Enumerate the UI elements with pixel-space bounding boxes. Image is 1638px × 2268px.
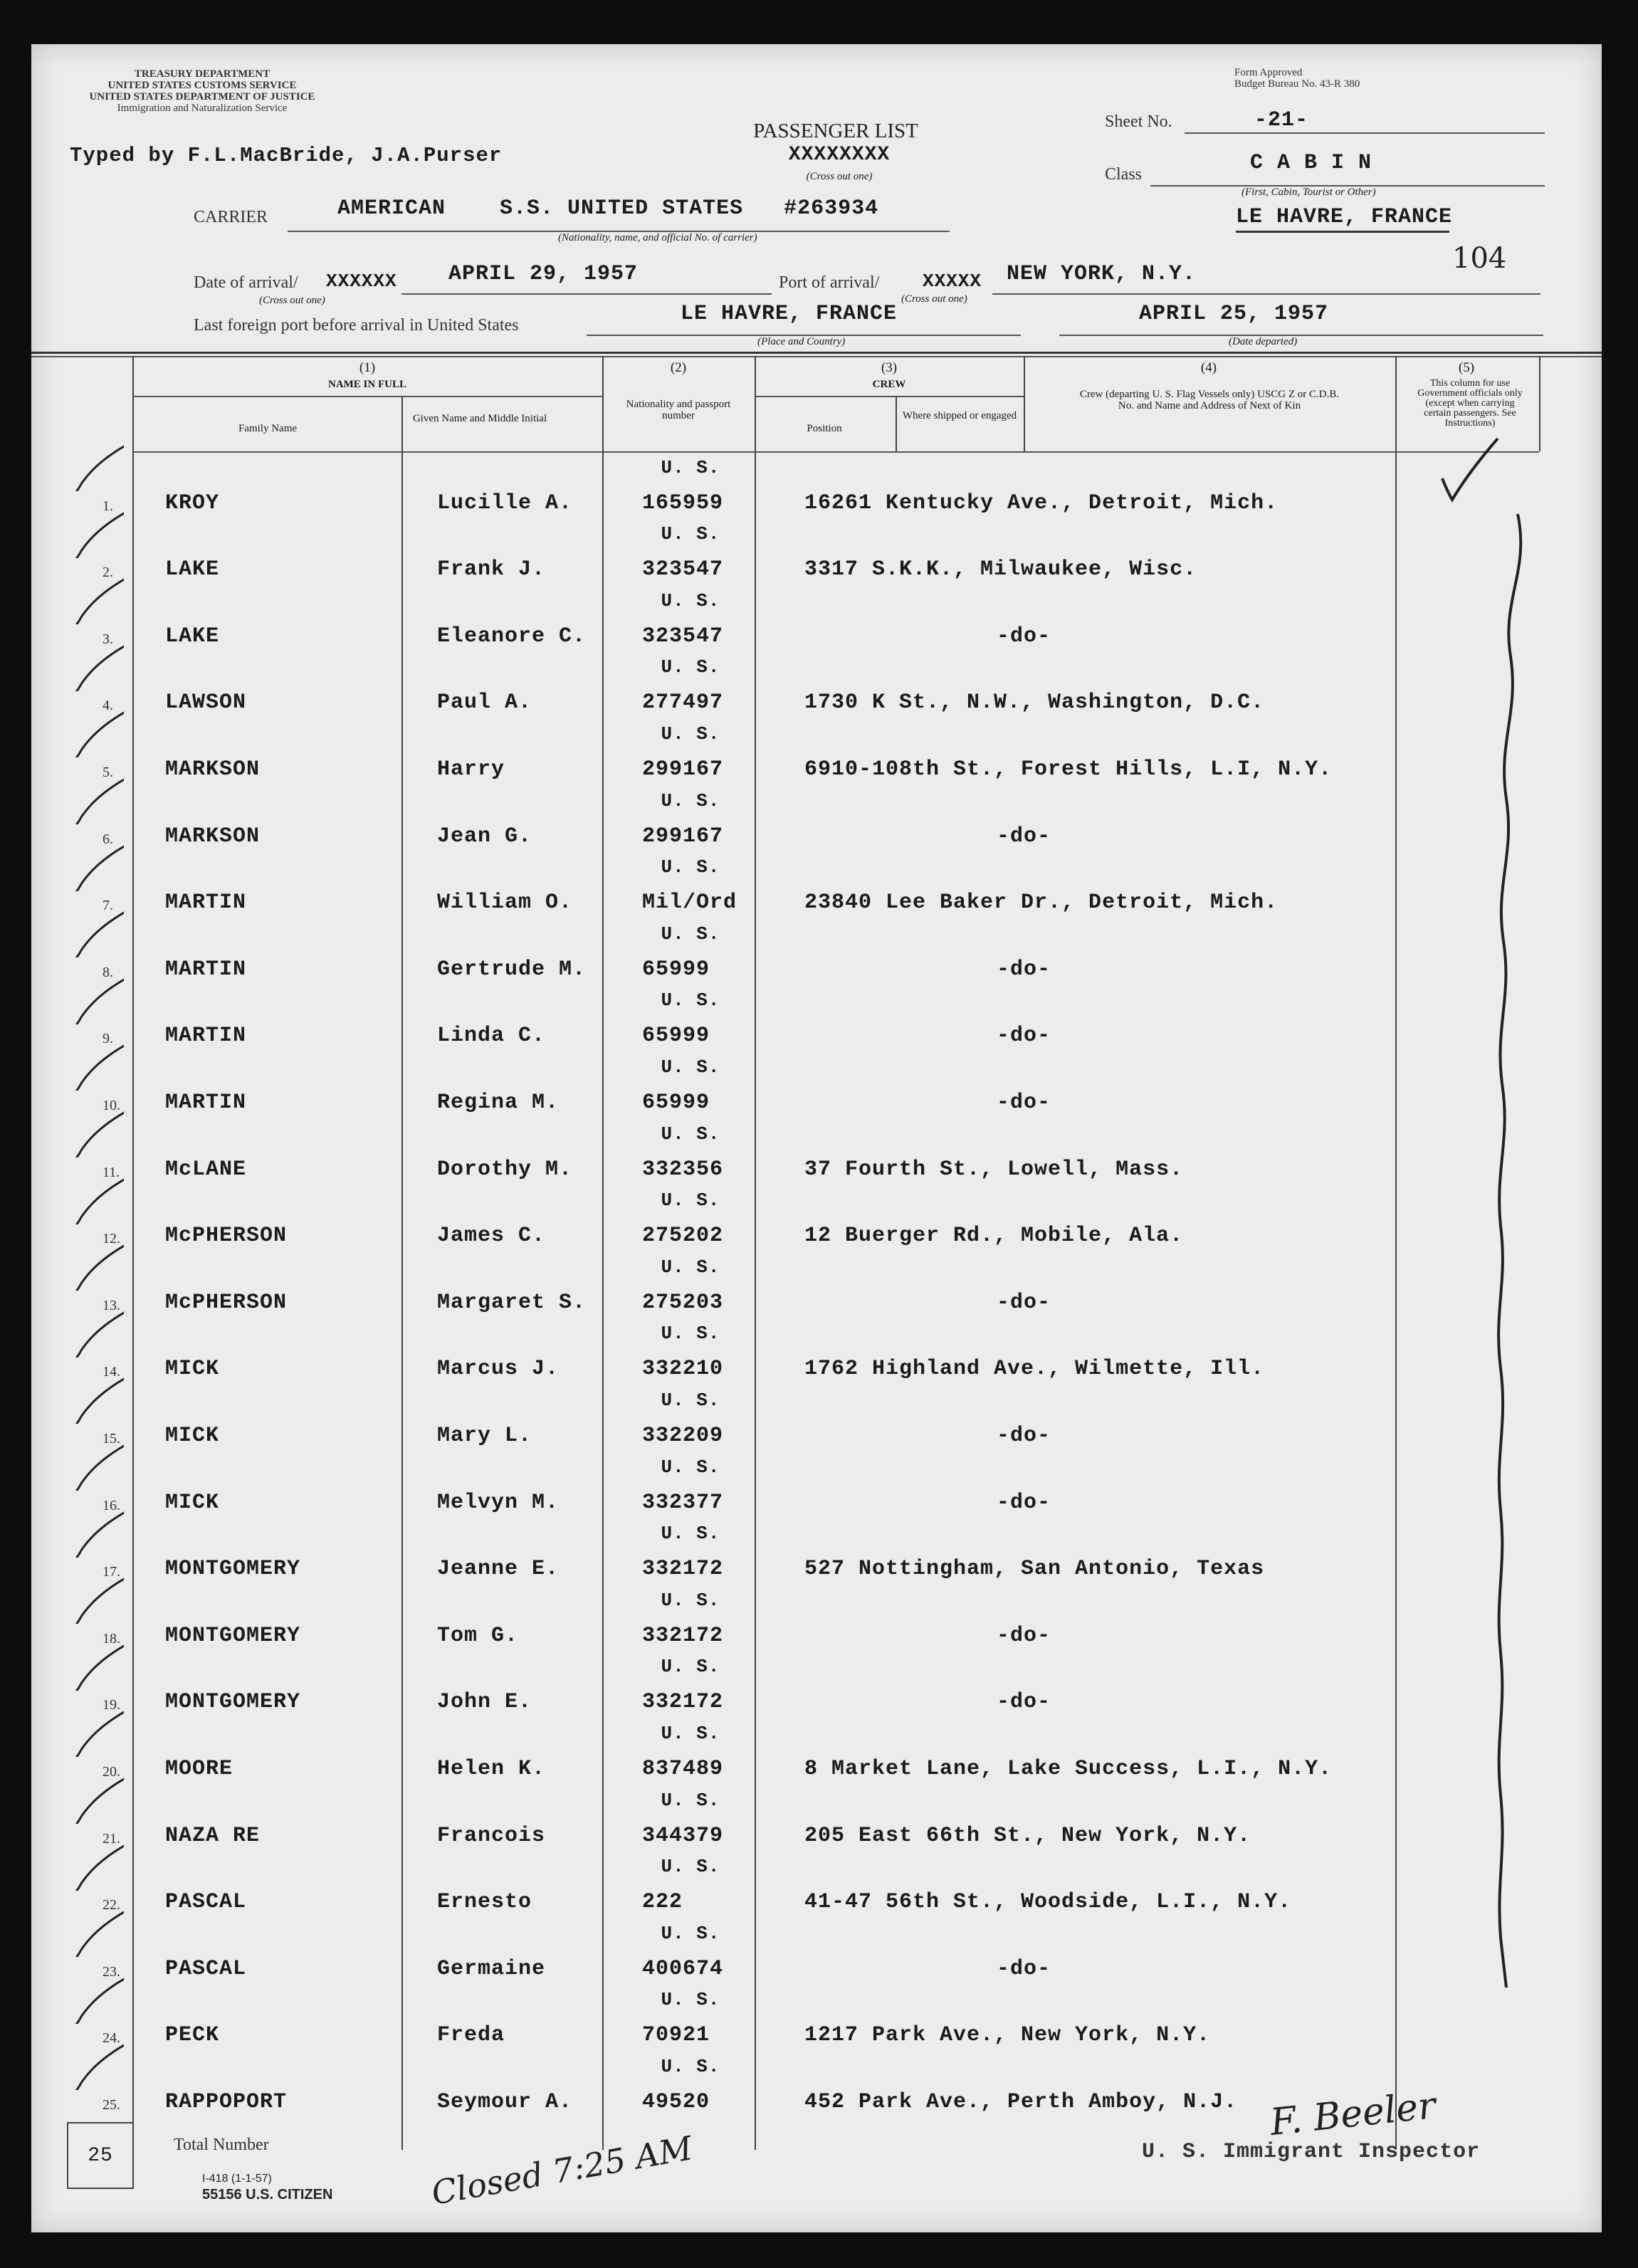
class-value: C A B I N — [1250, 151, 1372, 175]
address: -do- — [997, 1024, 1051, 1049]
address: 3317 S.K.K., Milwaukee, Wisc. — [804, 557, 1197, 582]
passport-number: 299167 — [642, 824, 724, 849]
row-check-mark — [46, 975, 124, 1024]
row-check-mark — [46, 1641, 124, 1691]
family-name: MOORE — [165, 1756, 233, 1781]
family-name: LAWSON — [165, 691, 247, 715]
row-check-mark — [46, 1907, 124, 1957]
row-number: 3. — [103, 631, 113, 647]
row-number: 20. — [103, 1763, 120, 1780]
table-row — [31, 789, 1602, 856]
table-row — [31, 922, 1602, 989]
row-number: 6. — [103, 831, 113, 847]
nationality: U. S. — [661, 1056, 720, 1078]
nationality: U. S. — [661, 1589, 720, 1611]
family-name: MARKSON — [165, 824, 261, 849]
given-name: Margaret S. — [437, 1290, 587, 1315]
sheet-number: -21- — [1254, 108, 1309, 132]
date-arrival-label: Date of arrival/ — [194, 273, 298, 292]
family-name: McPHERSON — [165, 1224, 288, 1249]
agency-block — [38, 68, 366, 114]
last-port-label: Last foreign port before arrival in United States — [194, 316, 519, 335]
given-name: Francois — [437, 1823, 546, 1848]
given-name: James C. — [437, 1224, 546, 1249]
table-row — [31, 989, 1602, 1056]
col2-title: Nationality and passport number — [626, 399, 731, 421]
address: 1762 Highland Ave., Wilmette, Ill. — [804, 1357, 1265, 1382]
row-number: 12. — [103, 1231, 120, 1247]
row-check-mark — [46, 574, 124, 624]
col5-title: This column for use Government officials only (except when carrying certain passengers. See Instructions) — [1417, 378, 1523, 429]
col4-title: Crew (departing U. S. Flag Vessels only) USCG Z or C.D.B. No. and Name and Address of Next of Kin — [1079, 389, 1340, 411]
given-name: Frank J. — [437, 557, 546, 582]
address: 16261 Kentucky Ave., Detroit, Mich. — [804, 490, 1279, 515]
row-number: 14. — [103, 1364, 120, 1380]
row-number: 19. — [103, 1697, 120, 1713]
date-arrival-value: APRIL 29, 1957 — [448, 262, 639, 286]
family-name: MARTIN — [165, 1090, 247, 1115]
family-name: MARTIN — [165, 957, 247, 982]
nationality: U. S. — [661, 1456, 720, 1478]
address: -do- — [997, 824, 1051, 849]
address: 527 Nottingham, San Antonio, Texas — [804, 1557, 1265, 1582]
row-number: 4. — [103, 698, 113, 714]
passport-number: 837489 — [642, 1756, 724, 1781]
family-name: MARKSON — [165, 757, 261, 782]
passport-number: 323547 — [642, 557, 724, 582]
address: 452 Park Ave., Perth Amboy, N.J. — [804, 2089, 1238, 2114]
family-name: PASCAL — [165, 1956, 247, 1981]
family-name: NAZA RE — [165, 1823, 261, 1848]
family-name: LAKE — [165, 624, 220, 649]
agency-line: Immigration and Naturalization Service — [117, 103, 288, 114]
family-name-header: Family Name — [238, 423, 298, 434]
nationality: U. S. — [661, 589, 720, 611]
list-title-struck: XXXXXXXX — [788, 144, 891, 166]
row-number: 1. — [103, 498, 113, 514]
form-number: I-418 (1-1-57) — [202, 2173, 272, 2185]
inspector-label: U. S. Immigrant Inspector — [1142, 2140, 1481, 2164]
row-check-mark — [46, 1774, 124, 1824]
col5-number: (5) — [1458, 360, 1475, 375]
agency-line: UNITED STATES CUSTOMS SERVICE — [107, 80, 297, 91]
given-name: Gertrude M. — [437, 957, 587, 982]
row-number: 7. — [103, 898, 113, 914]
address: -do- — [997, 624, 1051, 649]
passport-number: 332172 — [642, 1623, 724, 1648]
address: 8 Market Lane, Lake Success, L.I., N.Y. — [804, 1756, 1333, 1781]
row-check-mark — [46, 2040, 124, 2090]
given-name: Marcus J. — [437, 1357, 560, 1382]
table-row — [31, 456, 1602, 523]
nationality: U. S. — [661, 723, 720, 745]
row-check-mark — [46, 1175, 124, 1224]
nationality: U. S. — [661, 789, 720, 812]
table-row — [31, 523, 1602, 589]
passport-number: 49520 — [642, 2089, 710, 2114]
nationality: U. S. — [661, 1789, 720, 1811]
row-number: 10. — [103, 1097, 120, 1113]
row-number: 13. — [103, 1297, 120, 1313]
carrier-hint: (Nationality, name, and official No. of carrier) — [558, 232, 757, 243]
row-number: 16. — [103, 1497, 120, 1513]
row-check-mark — [46, 1374, 124, 1424]
form-approved-text: Form Approved — [1234, 67, 1303, 78]
col1-number: (1) — [359, 360, 376, 375]
address: -do- — [997, 1090, 1051, 1115]
nationality: U. S. — [661, 656, 720, 678]
sheet-label: Sheet No. — [1105, 112, 1172, 131]
row-check-mark — [46, 1441, 124, 1491]
port-departed: LE HAVRE, FRANCE — [1236, 205, 1453, 229]
row-number: 21. — [103, 1830, 120, 1847]
nationality: U. S. — [661, 989, 720, 1012]
nationality: U. S. — [661, 1190, 720, 1212]
given-name: Lucille A. — [437, 490, 573, 515]
official-check-squiggle — [1427, 429, 1569, 2123]
row-check-mark — [46, 1508, 124, 1558]
row-check-mark — [46, 1974, 124, 2024]
given-name: Linda C. — [437, 1024, 546, 1049]
citizen-code: 55156 U.S. CITIZEN — [202, 2187, 333, 2203]
passport-number: 70921 — [642, 2023, 710, 2048]
family-name: KROY — [165, 490, 220, 515]
table-row — [31, 1322, 1602, 1389]
table-row — [31, 1921, 1602, 1988]
table-row — [31, 1655, 1602, 1722]
table-row — [31, 1122, 1602, 1189]
nationality: U. S. — [661, 523, 720, 545]
given-name-header: Given Name and Middle Initial — [412, 413, 547, 424]
passenger-list-sheet — [31, 44, 1602, 2232]
cross-out-hint-port: (Cross out one) — [901, 293, 967, 305]
table-row — [31, 856, 1602, 923]
row-check-mark — [46, 641, 124, 691]
family-name: MARTIN — [165, 891, 247, 915]
family-name: MONTGOMERY — [165, 1623, 301, 1648]
row-number: 17. — [103, 1564, 120, 1580]
position-header: Position — [807, 423, 842, 434]
col2-number: (2) — [670, 360, 687, 375]
table-row — [31, 1522, 1602, 1589]
col1-title: NAME IN FULL — [327, 379, 406, 390]
given-name: Melvyn M. — [437, 1490, 560, 1515]
cross-out-hint: (Cross out one) — [806, 171, 873, 182]
passport-number: 299167 — [642, 757, 724, 782]
carrier-value: AMERICAN S.S. UNITED STATES #263934 — [337, 196, 879, 221]
family-name: PASCAL — [165, 1890, 247, 1915]
given-name: Dorothy M. — [437, 1157, 573, 1182]
given-name: Eleanore C. — [437, 624, 587, 649]
given-name: Helen K. — [437, 1756, 546, 1781]
given-name: Mary L. — [437, 1423, 532, 1448]
nationality: U. S. — [661, 1856, 720, 1878]
table-row — [31, 1988, 1602, 2055]
nationality: U. S. — [661, 1389, 720, 1411]
row-number: 9. — [103, 1031, 113, 1047]
given-name: John E. — [437, 1690, 532, 1715]
table-row — [31, 1588, 1602, 1655]
address: -do- — [997, 1623, 1051, 1648]
nationality: U. S. — [661, 1722, 720, 1744]
port-arrival-label: Port of arrival/ — [779, 273, 880, 292]
col4-number: (4) — [1200, 360, 1217, 375]
passport-number: 323547 — [642, 624, 724, 649]
table-row — [31, 1788, 1602, 1855]
family-name: McPHERSON — [165, 1290, 288, 1315]
cross-out-hint-date: (Cross out one) — [259, 295, 325, 306]
row-number: 18. — [103, 1630, 120, 1647]
col3-title: CREW — [872, 379, 906, 390]
row-number: 15. — [103, 1430, 120, 1447]
given-name: Jean G. — [437, 824, 532, 849]
nationality: U. S. — [661, 856, 720, 878]
nationality: U. S. — [661, 1656, 720, 1678]
row-check-mark — [46, 1841, 124, 1891]
table-row — [31, 1455, 1602, 1522]
given-name: Tom G. — [437, 1623, 519, 1648]
nationality: U. S. — [661, 2055, 720, 2077]
table-row — [31, 1255, 1602, 1322]
passport-number: 222 — [642, 1890, 683, 1915]
total-count: 25 — [88, 2145, 113, 2167]
row-check-mark — [46, 775, 124, 824]
address: 6910-108th St., Forest Hills, L.I, N.Y. — [804, 757, 1333, 782]
given-name: Paul A. — [437, 691, 532, 715]
passport-number: 332377 — [642, 1490, 724, 1515]
row-check-mark — [46, 1574, 124, 1624]
family-name: MONTGOMERY — [165, 1690, 301, 1715]
address: -do- — [997, 1423, 1051, 1448]
total-label: Total Number — [174, 2136, 269, 2154]
passport-number: 332210 — [642, 1357, 724, 1382]
family-name: MICK — [165, 1357, 220, 1382]
passport-number: 165959 — [642, 490, 724, 515]
family-name: MARTIN — [165, 1024, 247, 1049]
passport-number: Mil/Ord — [642, 891, 737, 915]
address: 12 Buerger Rd., Mobile, Ala. — [804, 1224, 1184, 1249]
table-row — [31, 1189, 1602, 1256]
passport-number: 400674 — [642, 1956, 724, 1981]
nationality: U. S. — [661, 1123, 720, 1145]
typed-by: Typed by F.L.MacBride, J.A.Purser — [70, 144, 503, 167]
form-approved — [1234, 67, 1360, 90]
passport-number: 277497 — [642, 691, 724, 715]
nationality: U. S. — [661, 1323, 720, 1345]
family-name: MICK — [165, 1490, 220, 1515]
table-row — [31, 1721, 1602, 1788]
table-row — [31, 656, 1602, 723]
family-name: MONTGOMERY — [165, 1557, 301, 1582]
row-check-mark — [46, 908, 124, 957]
agency-line: UNITED STATES DEPARTMENT OF JUSTICE — [89, 91, 315, 103]
nationality: U. S. — [661, 1922, 720, 1944]
row-check-mark — [46, 1308, 124, 1358]
port-arrival-value: NEW YORK, N.Y. — [1007, 262, 1197, 286]
given-name: Regina M. — [437, 1090, 560, 1115]
place-hint: (Place and Country) — [757, 336, 846, 347]
given-name: William O. — [437, 891, 573, 915]
row-check-mark — [46, 1108, 124, 1157]
address: 205 East 66th St., New York, N.Y. — [804, 1823, 1251, 1848]
row-check-mark — [46, 1041, 124, 1091]
given-name: Seymour A. — [437, 2089, 573, 2114]
row-number: 2. — [103, 565, 113, 581]
date-departed-value: APRIL 25, 1957 — [1139, 302, 1329, 326]
inspector-signature: F. Beeler — [1268, 2084, 1438, 2145]
row-check-mark — [46, 708, 124, 757]
nationality: U. S. — [661, 456, 720, 478]
given-name: Freda — [437, 2023, 505, 2048]
nationality: U. S. — [661, 1989, 720, 2011]
passport-number: 332172 — [642, 1557, 724, 1582]
row-number: 25. — [103, 2096, 120, 2113]
row-check-mark — [46, 1241, 124, 1291]
budget-bureau-text: Budget Bureau No. 43-R 380 — [1234, 78, 1360, 90]
row-check-mark — [46, 508, 124, 558]
last-port-value: LE HAVRE, FRANCE — [681, 302, 898, 326]
family-name: McLANE — [165, 1157, 247, 1182]
passport-number: 332209 — [642, 1423, 724, 1448]
nationality: U. S. — [661, 1256, 720, 1278]
table-row — [31, 1388, 1602, 1455]
address: -do- — [997, 1690, 1051, 1715]
table-row — [31, 722, 1602, 789]
passport-number: 65999 — [642, 1090, 710, 1115]
class-hint: (First, Cabin, Tourist or Other) — [1241, 187, 1376, 198]
nationality: U. S. — [661, 1523, 720, 1545]
row-number: 22. — [103, 1897, 120, 1913]
address: 23840 Lee Baker Dr., Detroit, Mich. — [804, 891, 1279, 915]
given-name: Jeanne E. — [437, 1557, 560, 1582]
list-title: PASSENGER LIST — [753, 120, 918, 142]
port-struck: XXXXX — [923, 271, 982, 292]
table-row — [31, 1055, 1602, 1122]
date-departed-hint: (Date departed) — [1229, 336, 1298, 347]
family-name: MICK — [165, 1423, 220, 1448]
carrier-label: CARRIER — [194, 208, 268, 226]
family-name: LAKE — [165, 557, 220, 582]
row-check-mark — [46, 1707, 124, 1757]
row-number: 8. — [103, 964, 113, 980]
col3-number: (3) — [881, 360, 898, 375]
address: -do- — [997, 1290, 1051, 1315]
row-number: 5. — [103, 764, 113, 780]
row-check-mark — [46, 841, 124, 891]
row-check-mark — [46, 441, 124, 491]
handwritten-note: Closed 7:25 AM — [429, 2128, 695, 2212]
passport-number: 344379 — [642, 1823, 724, 1848]
passport-number: 65999 — [642, 957, 710, 982]
address: -do- — [997, 1956, 1051, 1981]
passport-number: 332356 — [642, 1157, 724, 1182]
address: -do- — [997, 957, 1051, 982]
given-name: Germaine — [437, 1956, 546, 1981]
table-row — [31, 589, 1602, 656]
passport-number: 275202 — [642, 1224, 724, 1249]
total-box — [67, 2122, 134, 2189]
passport-number: 332172 — [642, 1690, 724, 1715]
address: 1217 Park Ave., New York, N.Y. — [804, 2023, 1211, 2048]
family-name: RAPPOPORT — [165, 2089, 288, 2114]
passport-number: 275203 — [642, 1290, 724, 1315]
table-row — [31, 1855, 1602, 1922]
family-name: PECK — [165, 2023, 220, 2048]
given-name: Harry — [437, 757, 505, 782]
given-name: Ernesto — [437, 1890, 532, 1915]
passport-number: 65999 — [642, 1024, 710, 1049]
nationality: U. S. — [661, 923, 720, 945]
class-label: Class — [1105, 165, 1143, 184]
row-number: 23. — [103, 1963, 120, 1980]
agency-line: TREASURY DEPARTMENT — [134, 68, 271, 80]
address: 41-47 56th St., Woodside, L.I., N.Y. — [804, 1890, 1292, 1915]
address: -do- — [997, 1490, 1051, 1515]
address: 1730 K St., N.W., Washington, D.C. — [804, 691, 1265, 715]
where-shipped-header: Where shipped or engaged — [902, 410, 1017, 421]
address: 37 Fourth St., Lowell, Mass. — [804, 1157, 1184, 1182]
date-struck: XXXXXX — [326, 271, 397, 292]
row-number: 11. — [103, 1164, 120, 1180]
row-number: 24. — [103, 2030, 120, 2047]
page-number: 104 — [1452, 242, 1507, 275]
